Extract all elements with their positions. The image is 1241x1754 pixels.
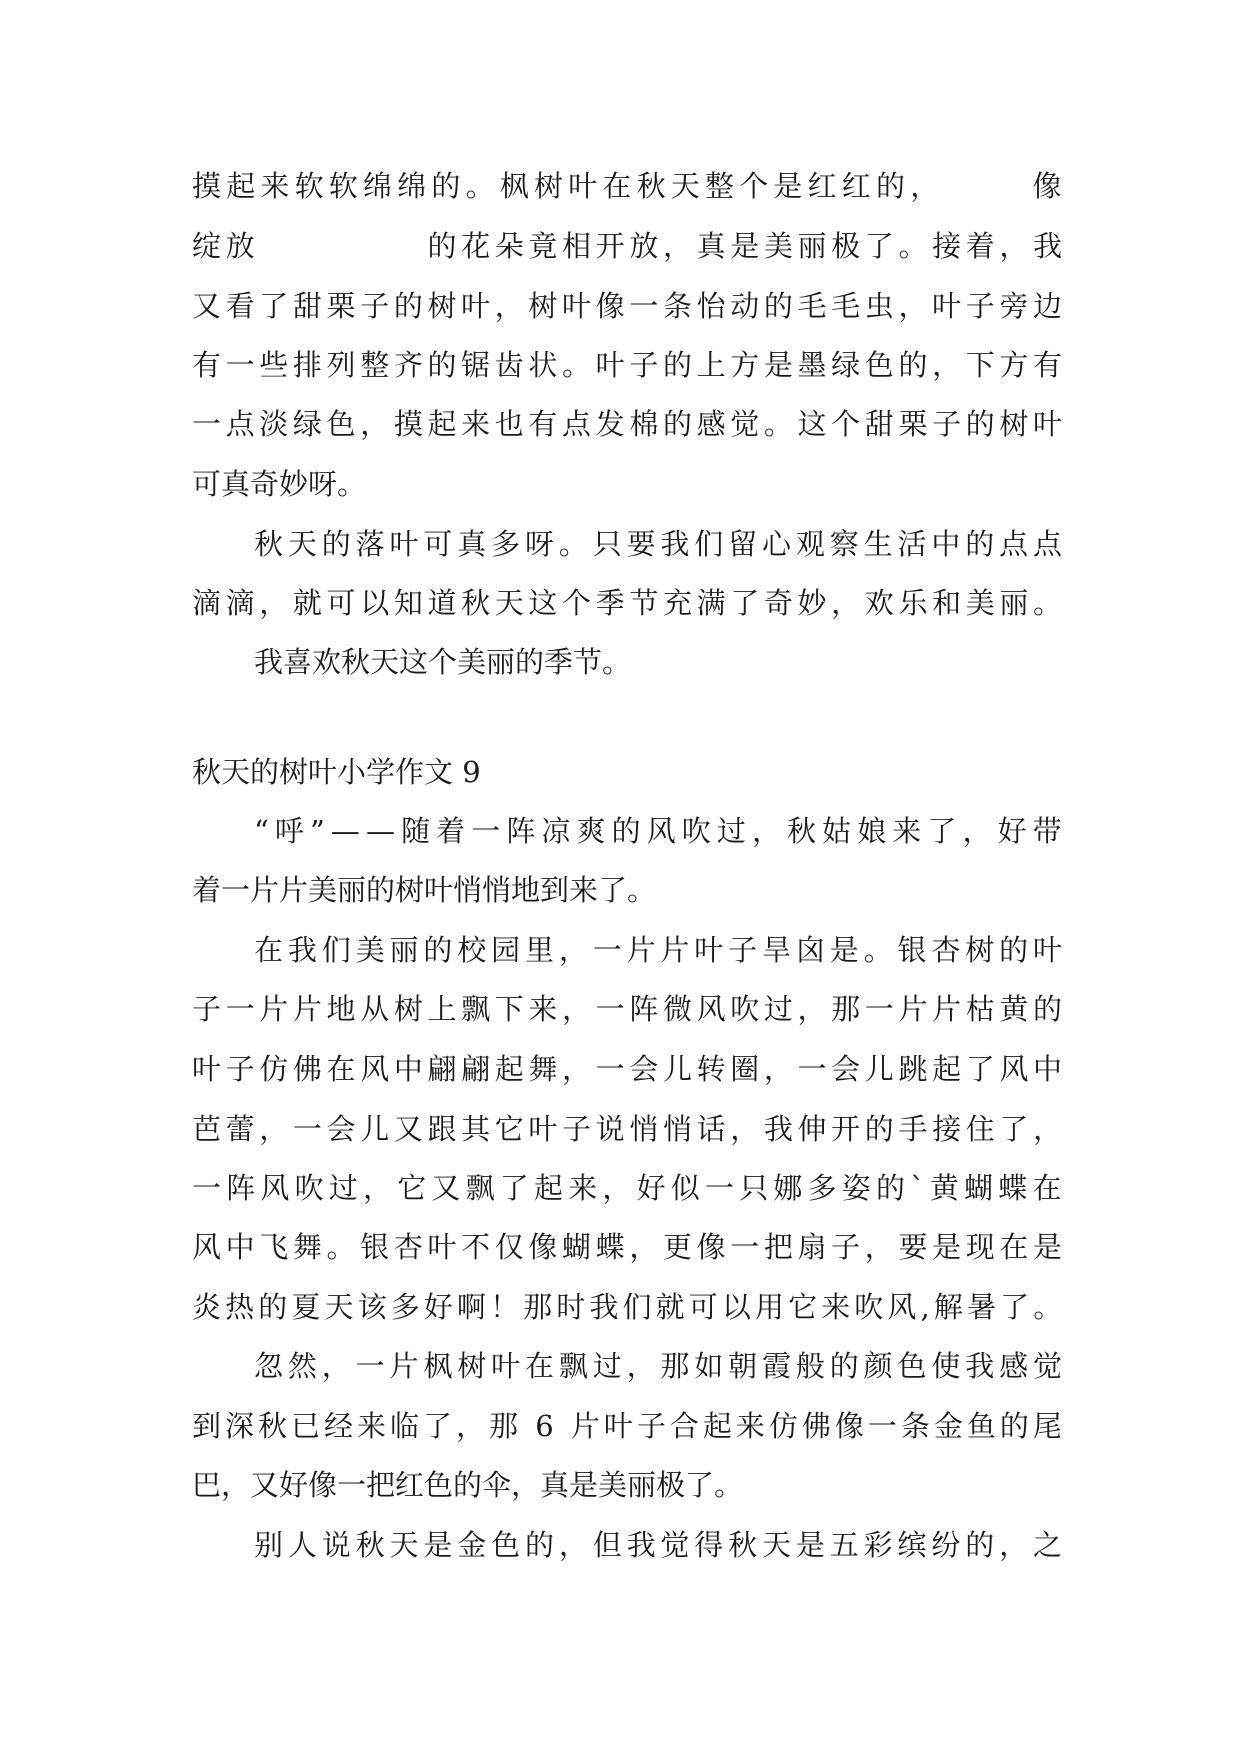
text-line: 有一些排列整齐的锯齿状。叶子的上方是墨绿色的，下方有	[192, 348, 1067, 382]
text-line: 子一片片地从树上飘下来，一阵微风吹过，那一片片枯黄的	[192, 992, 1067, 1026]
section-heading: 秋天的树叶小学作文 9	[192, 755, 481, 789]
text-line: 炎热的夏天该多好啊！那时我们就可以用它来吹风,解暑了。	[192, 1290, 1067, 1324]
text-line: “呼”——随着一阵凉爽的风吹过，秋姑娘来了，好带	[254, 814, 1068, 848]
text-line: 到深秋已经来临了，那 6 片叶子合起来仿佛像一条金鱼的尾	[192, 1409, 1066, 1443]
text-line: 巴，又好像一把红色的伞，真是美丽极了。	[192, 1468, 744, 1502]
text-line: 忽然，一片枫树叶在飘过，那如朝霞般的颜色使我感觉	[254, 1349, 1067, 1383]
text-line: 一点淡绿色，摸起来也有点发棉的感觉。这个甜栗子的树叶	[192, 407, 1067, 441]
text-line: 风中飞舞。银杏叶不仅像蝴蝶，更像一把扇子，要是现在是	[192, 1230, 1067, 1264]
text-line: 一阵风吹过，它又飘了起来，好似一只娜多姿的`黄蝴蝶在	[192, 1171, 1067, 1205]
text-line: 摸起来软软绵绵的。枫树叶在秋天整个是红红的， 像	[192, 169, 1067, 203]
text-line: 芭蕾，一会儿又跟其它叶子说悄悄话，我伸开的手接住了，	[192, 1112, 1067, 1146]
text-line: 可真奇妙呀。	[192, 467, 367, 501]
text-line: 又看了甜栗子的树叶，树叶像一条怡动的毛毛虫，叶子旁边	[192, 289, 1067, 323]
text-line: 叶子仿佛在风中翩翩起舞，一会儿转圈，一会儿跳起了风中	[192, 1052, 1067, 1086]
text-line: 我喜欢秋天这个美丽的季节。	[254, 645, 632, 679]
text-line: 别人说秋天是金色的，但我觉得秋天是五彩缤纷的，之	[254, 1528, 1067, 1562]
text-line: 着一片片美丽的树叶悄悄地到来了。	[192, 873, 657, 907]
text-line: 滴滴，就可以知道秋天这个季节充满了奇妙，欢乐和美丽。	[192, 586, 1067, 620]
text-line: 秋天的落叶可真多呀。只要我们留心观察生活中的点点	[254, 527, 1067, 561]
text-line: 在我们美丽的校园里，一片片叶子旱囟是。银杏树的叶	[254, 933, 1067, 967]
text-line: 绽放 的花朵竟相开放，真是美丽极了。接着，我	[192, 229, 1067, 263]
